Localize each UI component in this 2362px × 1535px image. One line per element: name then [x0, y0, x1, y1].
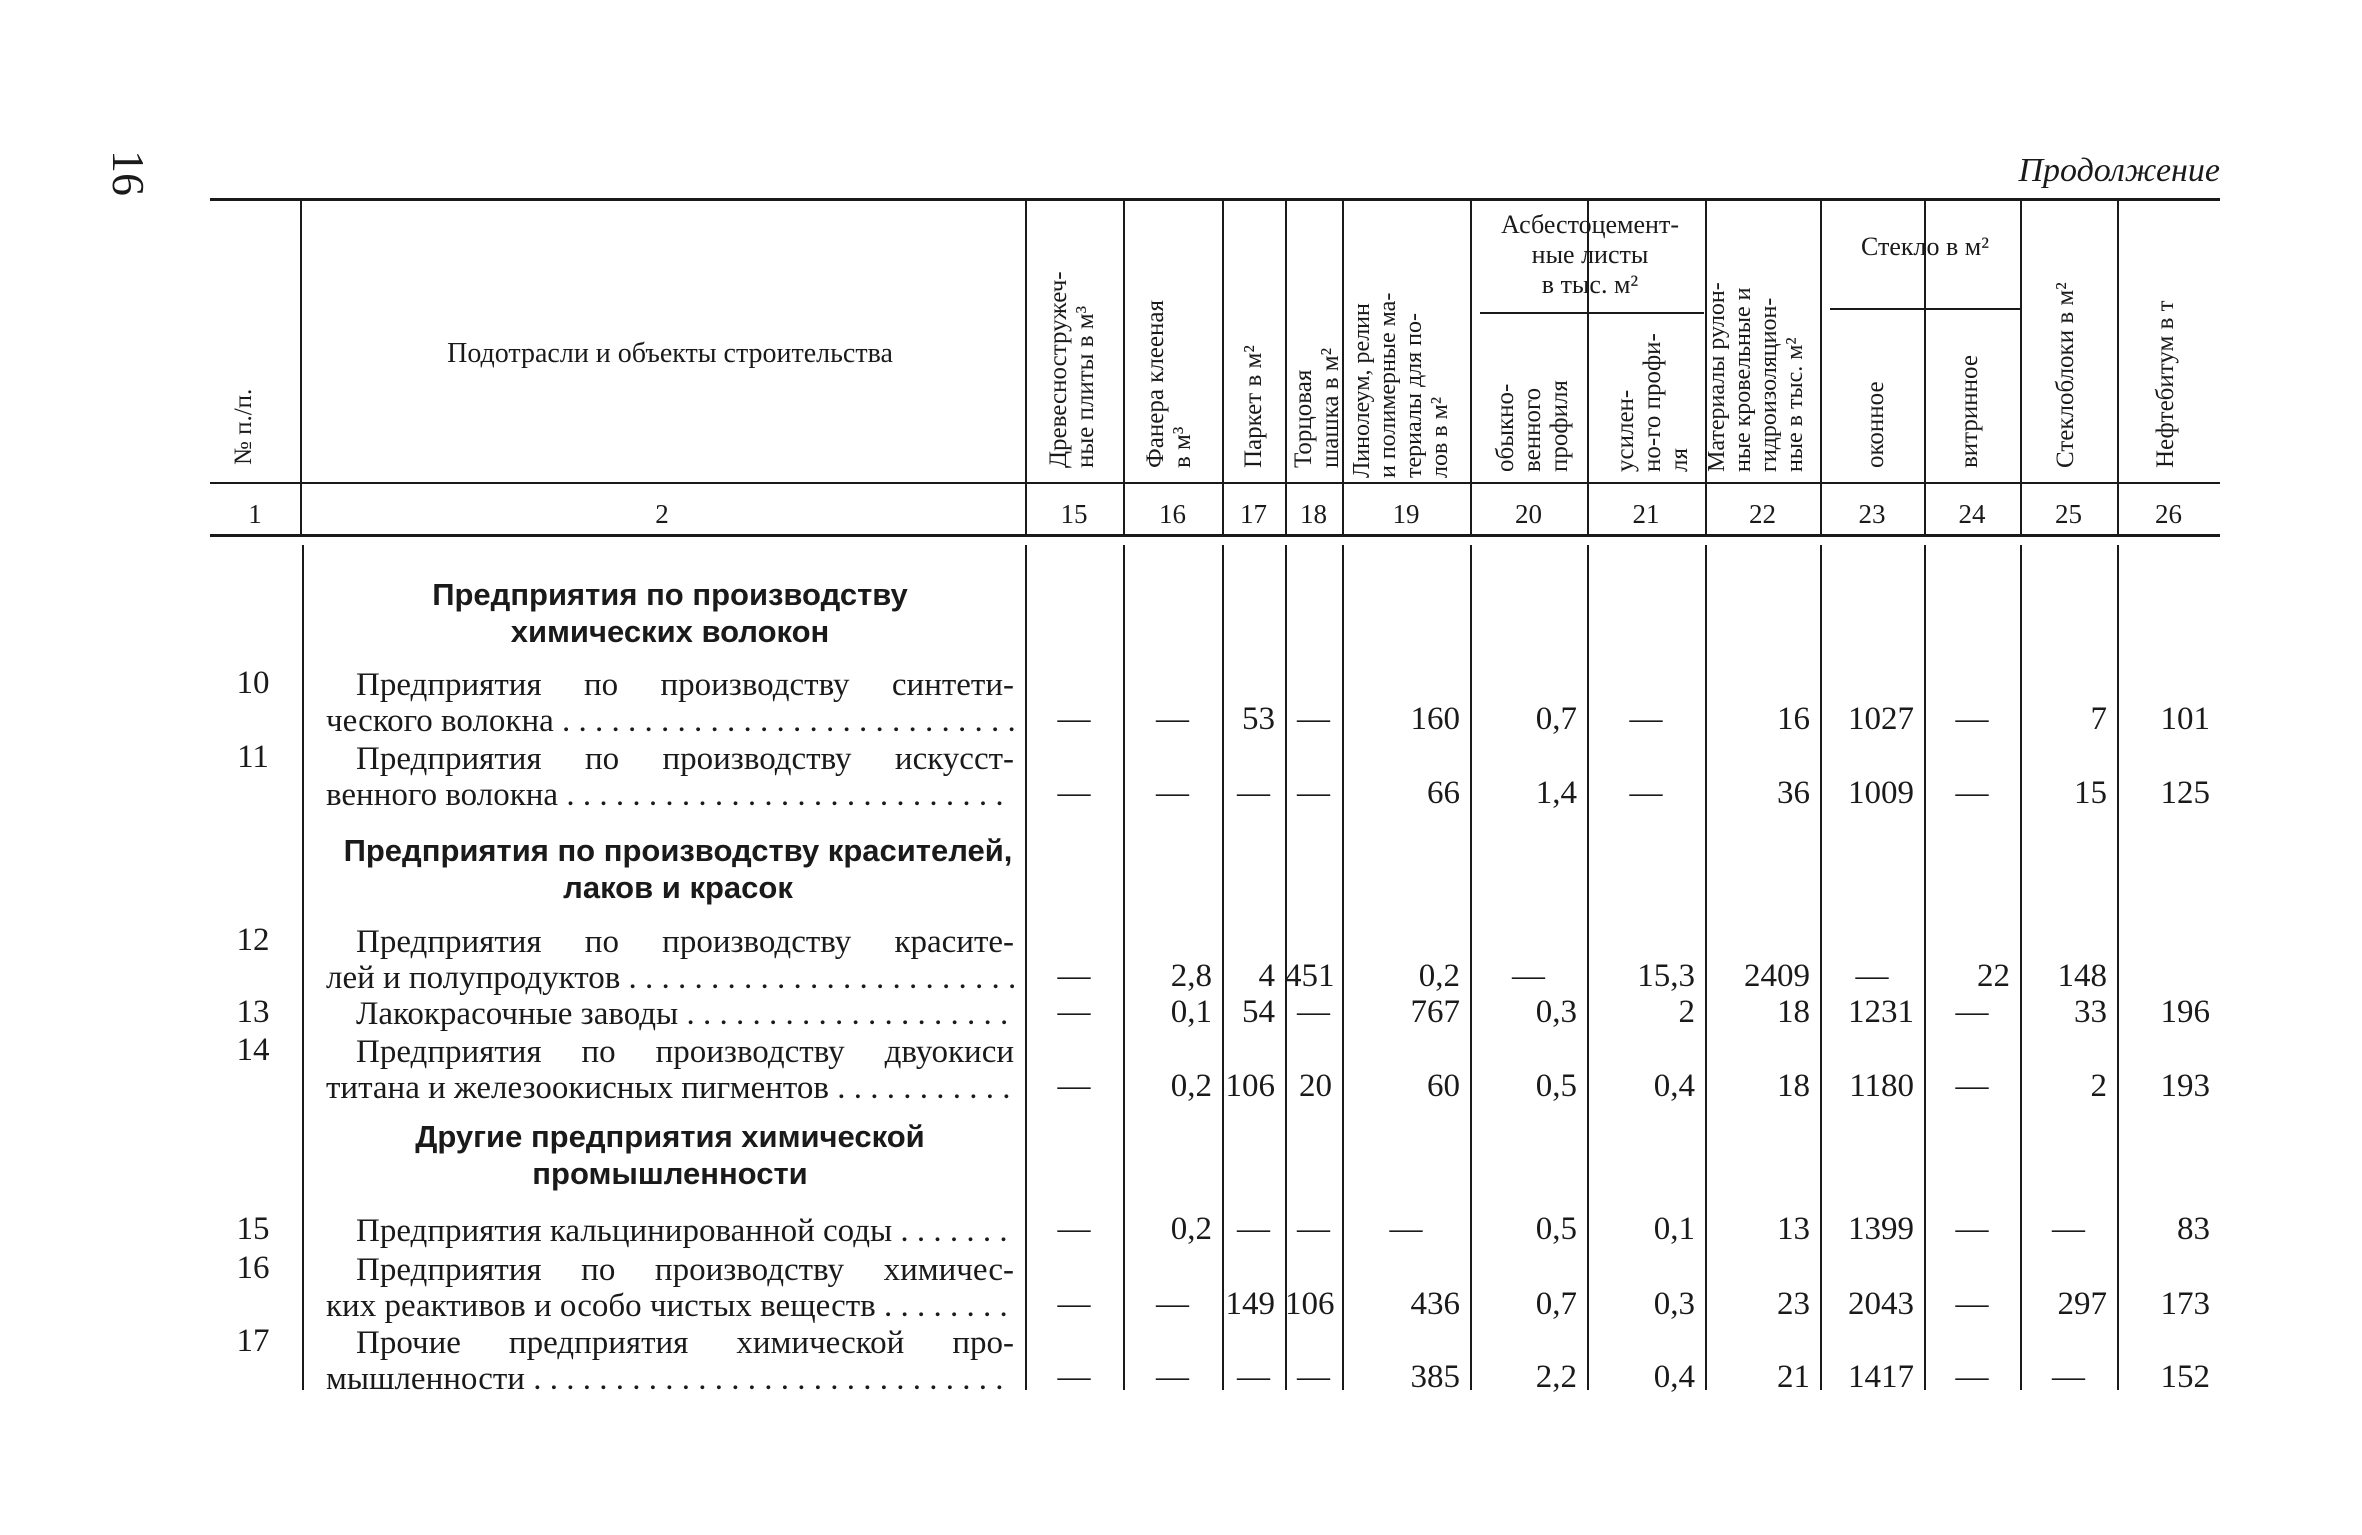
colnum-20: 20 — [1515, 499, 1542, 529]
cell-c16: 0,2 — [1170, 1068, 1212, 1104]
cell-c21: 0,3 — [1653, 1286, 1695, 1322]
row-name: Предприятия по производству искусст- венного волокна . . . — [326, 741, 1014, 813]
cell-c23: 1399 — [1848, 1211, 1914, 1247]
row-number: 12 — [236, 922, 270, 958]
col1-header: № п./п. — [230, 388, 257, 465]
colnum-26: 26 — [2155, 499, 2182, 529]
header-top-rule — [210, 198, 2220, 201]
cell-c19: 60 — [1427, 1068, 1460, 1104]
cell-c15: — — [1057, 775, 1091, 811]
cell-c18: — — [1297, 994, 1330, 1030]
cell-c20: 0,5 — [1535, 1068, 1577, 1104]
row-number: 16 — [236, 1250, 270, 1286]
cell-c25: 7 — [2090, 701, 2107, 737]
colnum-17: 17 — [1240, 499, 1267, 529]
cell-c23: 1417 — [1848, 1359, 1914, 1395]
row-name: Предприятия кальцинированной соды . . . — [326, 1213, 1014, 1249]
cell-c22: 13 — [1777, 1211, 1810, 1247]
colnum-bottom-rule — [210, 534, 2220, 537]
cell-c15: — — [1057, 994, 1091, 1030]
colnum-23: 23 — [1858, 499, 1886, 529]
colnum-24: 24 — [1958, 499, 1986, 529]
cell-c17: — — [1237, 1211, 1270, 1247]
header-bottom-rule — [210, 482, 2220, 484]
row-number: 11 — [237, 739, 269, 775]
asbestos-group-header: Асбестоцемент- ные листы в тыс. м² — [1500, 210, 1679, 299]
col-separator-c16 — [1123, 200, 1125, 535]
cell-c21: 2 — [1678, 994, 1695, 1030]
col22-header: Материалы рулон- ные кровельные и гидроизоляцион- ные в тыс. м² — [1704, 282, 1808, 472]
cell-c23: 1180 — [1849, 1068, 1914, 1104]
cell-c17: — — [1237, 775, 1270, 811]
cell-c24: — — [1955, 1068, 1989, 1104]
cell-c24: — — [1955, 1286, 1989, 1322]
cell-c23: 1009 — [1848, 775, 1914, 811]
cell-c24: — — [1955, 701, 1989, 737]
page-number: 16 — [103, 150, 154, 196]
cell-c26: 173 — [2160, 1286, 2210, 1322]
cell-c25: — — [2052, 1359, 2085, 1395]
col-separator-c18 — [1285, 200, 1287, 535]
section-title: Другие предприятия химической промышленности — [415, 1119, 925, 1191]
colnum-1: 1 — [248, 499, 262, 529]
cell-c21: 15,3 — [1637, 958, 1695, 994]
cell-c25: 2 — [2090, 1068, 2107, 1104]
cell-c19: 436 — [1410, 1286, 1460, 1322]
section-title: Предприятия по производству химических волокон — [432, 577, 908, 649]
cell-c22: 21 — [1777, 1359, 1810, 1395]
row-name: Предприятия по производству красите- лей и полупродуктов . . . — [326, 924, 1014, 996]
col21-header: усилен- но-го профи- ля — [1612, 333, 1693, 472]
row-number: 10 — [236, 665, 270, 701]
cell-c26: 101 — [2160, 701, 2210, 737]
cell-c16: — — [1156, 1286, 1189, 1322]
col23-header: оконное — [1862, 381, 1889, 468]
col-separator-c26 — [2117, 200, 2119, 535]
row-name: Прочие предприятия химической про- мышленности . . . — [326, 1325, 1014, 1397]
cell-c17: 54 — [1242, 994, 1275, 1030]
colnum-15: 15 — [1060, 499, 1088, 529]
cell-c15: — — [1057, 958, 1091, 994]
cell-c18: 451 — [1285, 958, 1335, 994]
cell-c24: — — [1955, 775, 1989, 811]
cell-c22: 2409 — [1744, 958, 1810, 994]
colnum-16: 16 — [1159, 499, 1186, 529]
colnum-2: 2 — [655, 499, 669, 529]
cell-c26: 152 — [2160, 1359, 2210, 1395]
col25-header: Стеклоблоки в м² — [2052, 282, 2079, 468]
col17-header: Паркет в м² — [1240, 345, 1267, 468]
cell-c18: 106 — [1285, 1286, 1335, 1322]
cell-c25: 33 — [2074, 994, 2107, 1030]
cell-c20: 1,4 — [1535, 775, 1577, 811]
cell-c22: 36 — [1777, 775, 1810, 811]
cell-c25: 297 — [2057, 1286, 2107, 1322]
cell-c19: 66 — [1427, 775, 1460, 811]
cell-c17: 149 — [1225, 1286, 1275, 1322]
col18-header: Торцовая шашка в м² — [1290, 347, 1344, 468]
col-separator-c23 — [1820, 200, 1822, 535]
cell-c20: 0,3 — [1535, 994, 1577, 1030]
cell-c25: 15 — [2074, 775, 2107, 811]
col-separator-c17 — [1222, 200, 1224, 535]
cell-c19: 0,2 — [1418, 958, 1460, 994]
cell-c24: 22 — [1977, 958, 2010, 994]
row-name: Предприятия по производству химичес- ких реактивов и особо чистых веществ . . . — [326, 1252, 1014, 1324]
row-number: 13 — [236, 994, 270, 1030]
cell-c23: 2043 — [1848, 1286, 1914, 1322]
cell-c21: 0,4 — [1653, 1359, 1695, 1395]
cell-c22: 18 — [1777, 1068, 1810, 1104]
cell-c17: 53 — [1242, 701, 1275, 737]
cell-c16: 0,1 — [1170, 994, 1212, 1030]
cell-c21: 0,1 — [1653, 1211, 1695, 1247]
cell-c18: — — [1297, 775, 1330, 811]
cell-c22: 23 — [1777, 1286, 1810, 1322]
row-number: 15 — [236, 1211, 270, 1247]
cell-c18: — — [1297, 1211, 1330, 1247]
row-number: 17 — [236, 1323, 270, 1359]
colnum-19: 19 — [1392, 499, 1420, 529]
cell-c21: — — [1629, 701, 1663, 737]
cell-c23: 1231 — [1848, 994, 1914, 1030]
cell-c19: 385 — [1410, 1359, 1460, 1395]
cell-c20: 0,5 — [1535, 1211, 1577, 1247]
cell-c16: — — [1156, 775, 1189, 811]
cell-c17: 4 — [1258, 958, 1275, 994]
row-name: Предприятия по производству синтети- ческого волокна . . . — [326, 667, 1014, 739]
cell-c24: — — [1955, 994, 1989, 1030]
col2-header: Подотрасли и объекты строительства — [447, 338, 893, 369]
glass-group-header: Стекло в м² — [1860, 232, 1990, 261]
cell-c19: 160 — [1410, 701, 1460, 737]
cell-c26: 83 — [2177, 1211, 2210, 1247]
row-number: 14 — [236, 1032, 270, 1068]
col16-header: Фанера клееная в м³ — [1142, 300, 1196, 468]
cell-c19: — — [1389, 1211, 1423, 1247]
col20-header: обыкно- венного профиля — [1492, 380, 1573, 472]
cell-c21: — — [1629, 775, 1663, 811]
col24-header: витринное — [1956, 355, 1983, 468]
cell-c15: — — [1057, 1359, 1091, 1395]
cell-c23: — — [1855, 958, 1889, 994]
cell-c16: 2,8 — [1170, 958, 1212, 994]
cell-c16: — — [1156, 1359, 1189, 1395]
col15-header: Древесностружеч- ные плиты в м³ — [1045, 271, 1099, 468]
cell-c22: 18 — [1777, 994, 1810, 1030]
colnum-18: 18 — [1300, 499, 1327, 529]
cell-c18: 20 — [1299, 1068, 1332, 1104]
col26-header: Нефтебитум в т — [2152, 300, 2179, 468]
cell-c20: 0,7 — [1535, 1286, 1577, 1322]
cell-c26: 193 — [2160, 1068, 2210, 1104]
colnum-22: 22 — [1749, 499, 1776, 529]
cell-c21: 0,4 — [1653, 1068, 1695, 1104]
cell-c20: 2,2 — [1535, 1359, 1577, 1395]
asb-group-rule — [1480, 312, 1704, 314]
cell-c19: 767 — [1410, 994, 1460, 1030]
row-name: Лакокрасочные заводы . . . — [326, 996, 1014, 1032]
cell-c17: — — [1237, 1359, 1270, 1395]
cell-c22: 16 — [1777, 701, 1810, 737]
section-title: Предприятия по производству красителей, лаков и красок — [343, 833, 1013, 905]
cell-c16: — — [1156, 701, 1189, 737]
cell-c26: 196 — [2160, 994, 2210, 1030]
col1-col2-separator-body — [302, 545, 304, 1390]
col19-header: Линолеум, релин и полимерные ма- териалы для по- лов в м² — [1349, 292, 1453, 478]
cell-c25: 148 — [2057, 958, 2107, 994]
cell-c15: — — [1057, 1286, 1091, 1322]
cell-c15: — — [1057, 701, 1091, 737]
continuation-label: Продолжение — [2018, 152, 2220, 189]
cell-c18: — — [1297, 1359, 1330, 1395]
col1-col2-separator — [300, 200, 302, 535]
cell-c24: — — [1955, 1359, 1989, 1395]
cell-c16: 0,2 — [1170, 1211, 1212, 1247]
cell-c18: — — [1297, 701, 1330, 737]
cell-c24: — — [1955, 1211, 1989, 1247]
cell-c25: — — [2052, 1211, 2085, 1247]
col-separator-c15 — [1025, 200, 1027, 535]
colnum-21: 21 — [1632, 499, 1660, 529]
cell-c17: 106 — [1225, 1068, 1275, 1104]
col-separator-body-c26 — [2117, 545, 2119, 1390]
cell-c23: 1027 — [1848, 701, 1914, 737]
cell-c20: 0,7 — [1535, 701, 1577, 737]
cell-c15: — — [1057, 1068, 1091, 1104]
colnum-25: 25 — [2055, 499, 2082, 529]
cell-c20: — — [1512, 958, 1545, 994]
row-name: Предприятия по производству двуокиси титана и железоокисных пигментов . . . — [326, 1034, 1014, 1106]
cell-c26: 125 — [2160, 775, 2210, 811]
cell-c15: — — [1057, 1211, 1091, 1247]
